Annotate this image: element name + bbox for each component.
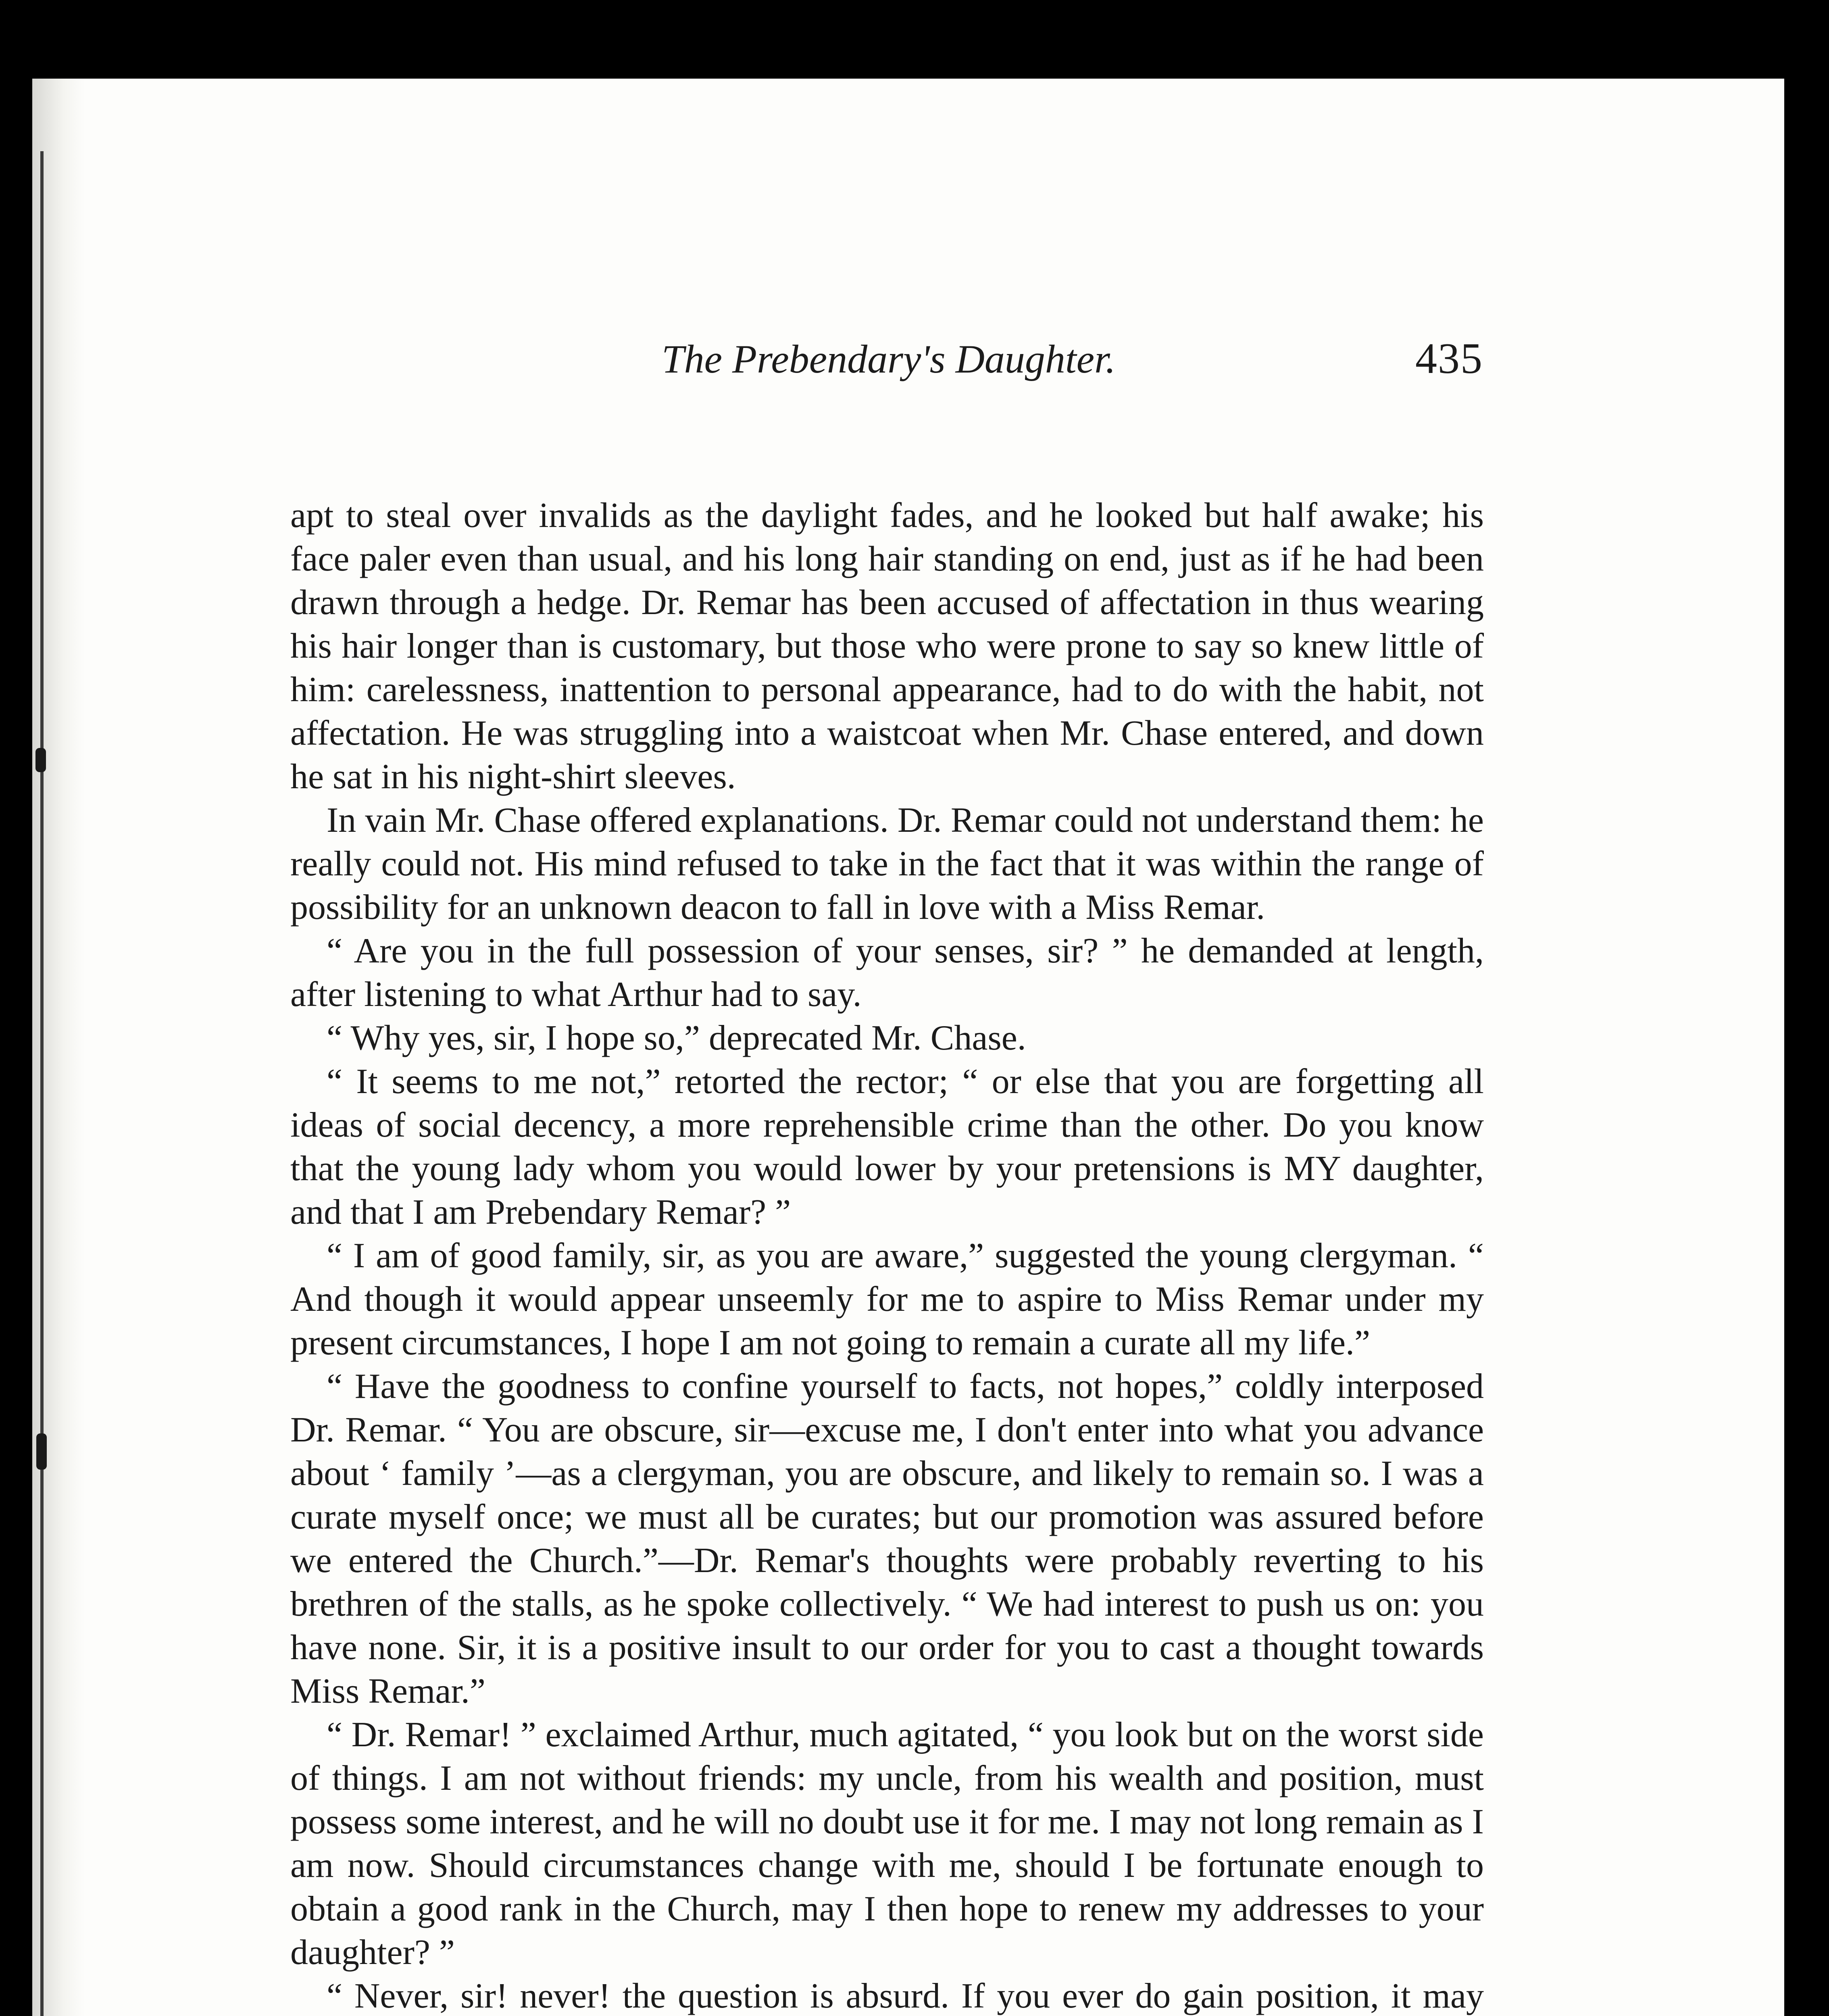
binding-mark bbox=[35, 748, 46, 772]
paragraph: “ It seems to me not,” retorted the rector; “ or else that you are forgetting all ideas of social decency, a more reprehensible crime than the other. Do you know that the young lady whom you would lower by your pretensions is MY daughter, and that I am Prebendary Remar? ” bbox=[290, 1062, 1484, 1232]
page-header bbox=[261, 329, 1483, 389]
paragraph: In vain Mr. Chase offered explanations. Dr. Remar could not understand them: he really could not. His mind refused to take in the fact that it was within the range of possibility for an unknown deacon to fall in love with a Miss Remar. bbox=[290, 801, 1484, 927]
running-title: The Prebendary's Daughter. bbox=[662, 336, 1116, 381]
binding-mark bbox=[36, 1433, 47, 1470]
paragraph: “ Have the goodness to confine yourself to facts, not hopes,” coldly interposed Dr. Remar. “ You are obscure, sir—excuse me, I don't enter into what you advance about ‘ family ’—as a clergyman, you are obscure, and likely to remain so. I was a curate myself once; we must all be curates; but our promotion was assured before we entered the Church.”—Dr. Remar's thoughts were probably reverting to his brethren of the stalls, as he spoke collectively. “ We had interest to push us on: you have none. Sir, it is a positive insult to our order for you to cast a thought towards Miss Remar.” bbox=[290, 1367, 1484, 1711]
paragraph: “ Dr. Remar! ” exclaimed Arthur, much agitated, “ you look but on the worst side of things. I am not without friends: my uncle, from his wealth and position, must possess some interest, and he will no doubt use it for me. I may not long remain as I am now. Should circumstances change with me, should I be fortunate enough to obtain a good rank in the Church, may I then hope to renew my addresses to your daughter? ” bbox=[290, 1715, 1484, 1972]
page-spine-shadow bbox=[32, 79, 85, 2016]
paragraph: “ I am of good family, sir, as you are aware,” suggested the young clergyman. “ And though it would appear unseemly for me to aspire to Miss Remar under my present circumstances, I hope I am not going to remain a curate all my life.” bbox=[290, 1236, 1484, 1362]
paragraph: “ Why yes, sir, I hope so,” deprecated Mr. Chase. bbox=[327, 1018, 1026, 1058]
book-page bbox=[32, 79, 1784, 2016]
page-number: 435 bbox=[1415, 335, 1483, 383]
paragraph: “ Never, sir! never! the question is absurd. If you ever do gain position, it may bbox=[327, 1976, 1484, 2016]
binding-edge-line bbox=[40, 151, 44, 2016]
paragraph: apt to steal over invalids as the daylight fades, and he looked but half awake; his face paler even than usual, and his long hair standing on end, just as if he had been drawn through a hedge. Dr. Remar has been accused of affectation in thus wearing his hair longer than is customary, but those who were prone to say so knew little of him: carelessness, inattention to personal appearance, had to do with the habit, not affectation. He was struggling into a waistcoat when Mr. Chase entered, and down he sat in his night-shirt sleeves. bbox=[290, 496, 1484, 796]
body-text bbox=[290, 494, 1484, 2016]
paragraph: “ Are you in the full possession of your senses, sir? ” he demanded at length, after listening to what Arthur had to say. bbox=[290, 931, 1484, 1014]
